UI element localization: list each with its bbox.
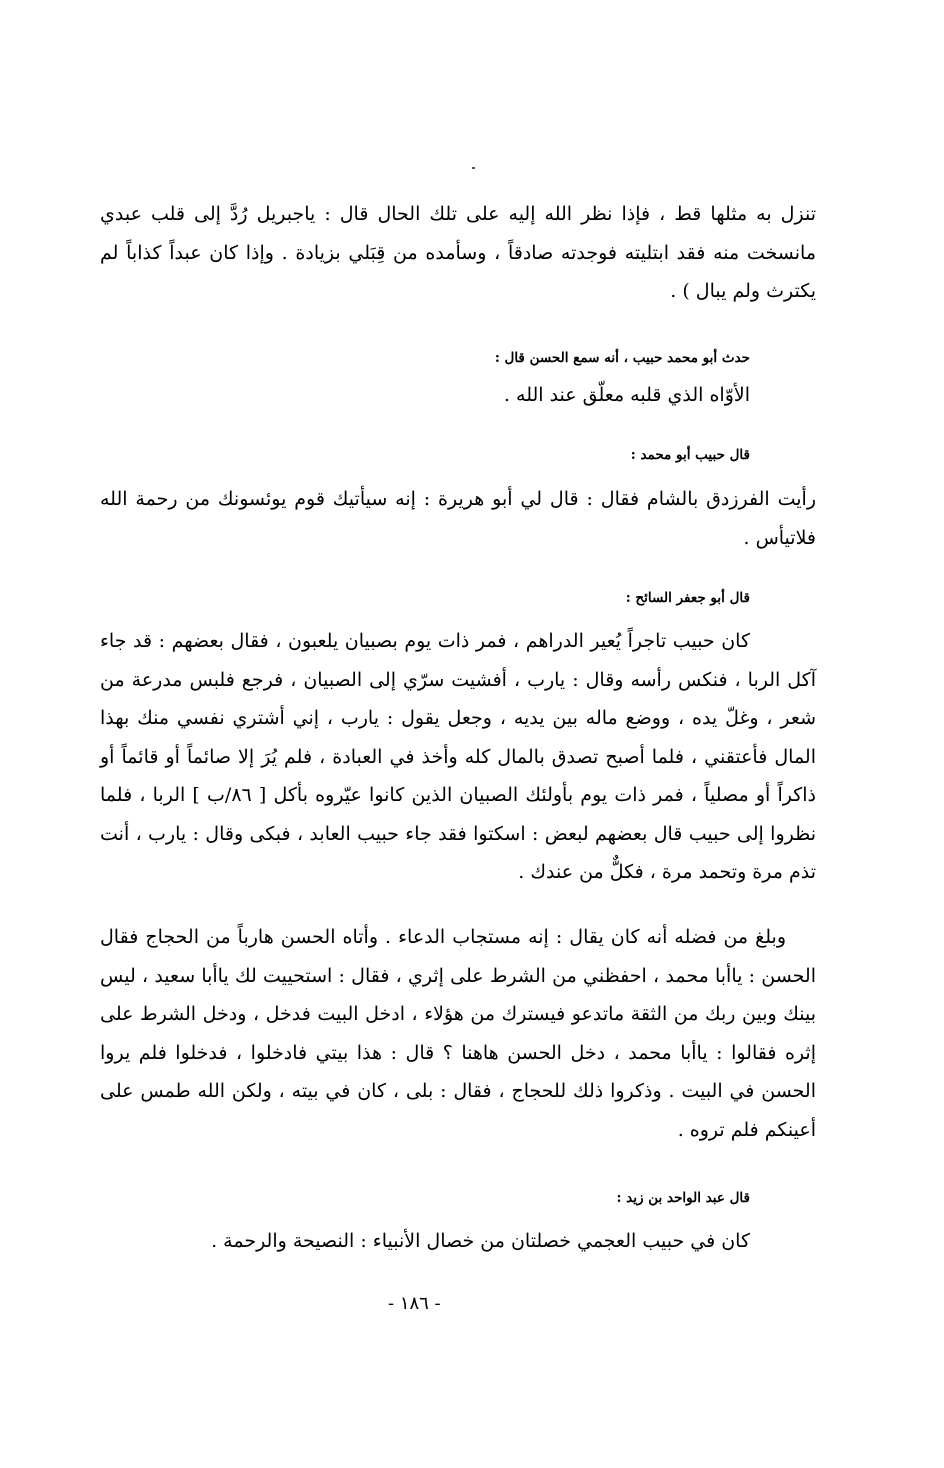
page-number: - ١٨٦ -: [388, 1293, 441, 1314]
quote-two-traits: كان في حبيب العجمي خصلتان من خصال الأنبياء : النصيحة والرحمة .: [211, 1230, 750, 1252]
paragraph-habib-story: كان حبيب تاجراً يُعير الدراهم ، فمر ذات يوم بصبيان يلعبون ، فقال بعضهم : قد جاء آكل الربا ، فنكس رأسه وقال : يارب ، أفشيت سرّي إلى الصبيان ، فرجع فلبس مدرعة من شعر ، وغلّ يده ، ووضع ماله بين يديه ، وجعل يقول : يارب ، إني أشتري نفسي منك بهذا المال فأعتقني ، فلما أصبح تصدق بالمال كله وأخذ في العبادة ، فلم يُرَ إلا صائماً أو قائماً أو ذاكراً أو مصلياً ، فمر ذات يوم بأولئك الصبيان الذين كانوا عيّروه بأكل [ ٨٦/ب ] الربا ، فلما نظروا إلى حبيب قال بعضهم لبعض : اسكتوا فقد جاء حبيب العابد ، فبكى وقال : يارب ، أنت تذم مرة وتحمد مرة ، فكلٌّ من عندك .: [100, 630, 816, 883]
paragraph-farazdaq: رأيت الفرزدق بالشام فقال : قال لي أبو هريرة : إنه سيأتيك قوم يوئسونك من رحمة الله فلاتيأس .: [100, 488, 816, 549]
book-page: [100, 0, 816, 1468]
paragraph-hasan-hajjaj: وبلغ من فضله أنه كان يقال : إنه مستجاب الدعاء . وأتاه الحسن هارباً من الحجاج فقال الحسن : ياأبا محمد ، احفظني من الشرط على إثري ، فقال : استحييت لك ياأبا سعيد ، ليس بينك وبين ربك من الثقة ماتدعو فيسترك من هؤلاء ، ادخل البيت فدخل ، ودخل الشرط على إثره فقالوا : ياأبا محمد ، دخل الحسن هاهنا ؟ قال : هذا بيتي فادخلوا ، فدخلوا فلم يروا الحسن في البيت . وذكروا ذلك للحجاج ، فقال : بلى ، كان في بيته ، ولكن الله طمس على أعينكم فلم تروه .: [100, 926, 816, 1141]
heading-habib-abu-muhammad: قال حبيب أبو محمد :: [630, 447, 750, 463]
heading-abd-al-wahid: قال عبد الواحد بن زيد :: [616, 1190, 750, 1206]
heading-abu-jafar: قال أبو جعفر السائح :: [625, 590, 750, 606]
quote-awwah: الأوّاه الذي قلبه معلّق عند الله .: [503, 384, 750, 406]
paragraph-continuation: تنزل به مثلها قط ، فإذا نظر الله إليه على تلك الحال قال : ياجبريل رُدَّ إلى قلب عبدي مانسخت منه فقد ابتليته فوجدته صادقاً ، وسأمده من قِبَلي بزيادة . وإذا كان عبداً كذاباً لم يكترث ولم يبال ) .: [100, 203, 816, 302]
heading-hasan-narration: حدث أبو محمد حبيب ، أنه سمع الحسن قال :: [494, 350, 750, 366]
